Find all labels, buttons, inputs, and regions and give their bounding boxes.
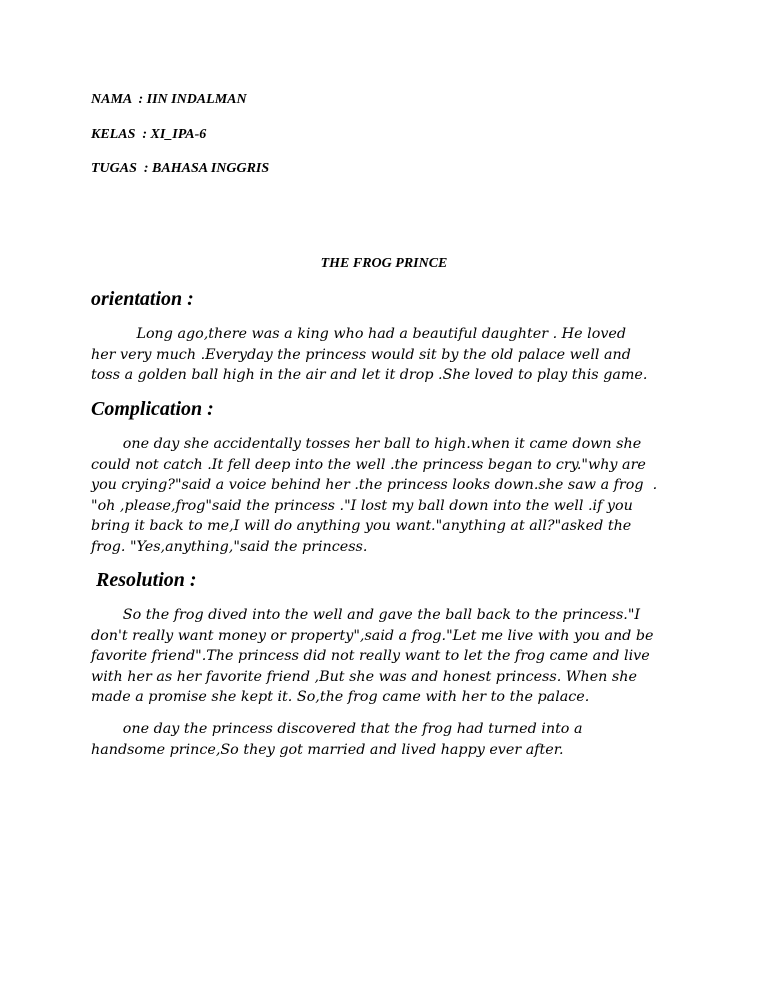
paragraph-line: one day she accidentally tosses her ball to high.when it came down she (91, 436, 642, 452)
student-class: KELAS : XI_IPA-6 (91, 127, 207, 142)
paragraph-line: you crying?"said a voice behind her .the princess looks down.she saw a frog . (91, 477, 658, 494)
paragraph-line: So the frog dived into the well and gave the ball back to the princess."I (91, 607, 641, 623)
assignment-subject: TUGAS : BAHASA INGGRIS (91, 161, 270, 176)
paragraph-line: favorite friend".The princess did not really want to let the frog came and live (91, 648, 650, 665)
paragraph-line: could not catch .It fell deep into the well .the princess began to cry."why are (91, 456, 646, 473)
paragraph-line: bring it back to me,I will do anything you want."anything at all?"asked the (91, 518, 632, 535)
student-name: NAMA : IIN INDALMAN (91, 92, 247, 107)
complication-heading: Complication : (91, 398, 214, 420)
paragraph-line: made a promise she kept it. So,the frog came with her to the palace. (91, 689, 590, 706)
ending-paragraph (91, 719, 691, 760)
orientation-heading: orientation : (91, 288, 194, 310)
paragraph-line: one day the princess discovered that the frog had turned into a (91, 721, 583, 737)
paragraph-line: handsome prince,So they got married and lived happy ever after. (91, 741, 564, 758)
resolution-paragraph (91, 605, 691, 708)
paragraph-line: Long ago,there was a king who had a beautiful daughter . He loved (91, 326, 627, 342)
paragraph-line: frog. "Yes,anything,"said the princess. (91, 538, 368, 555)
paragraph-line: with her as her favorite friend ,But she was and honest princess. When she (91, 668, 637, 685)
story-title: THE FROG PRINCE (320, 256, 448, 271)
resolution-heading: Resolution : (91, 569, 197, 591)
paragraph-line: her very much .Everyday the princess would sit by the old palace well and (91, 346, 631, 363)
complication-paragraph (91, 434, 691, 558)
orientation-paragraph (91, 324, 691, 386)
paragraph-line: toss a golden ball high in the air and let it drop .She loved to play this game. (91, 367, 648, 384)
paragraph-line: don't really want money or property",said a frog."Let me live with you and be (91, 627, 654, 644)
paragraph-line: "oh ,please,frog"said the princess ."I lost my ball down into the well .if you (91, 497, 633, 514)
